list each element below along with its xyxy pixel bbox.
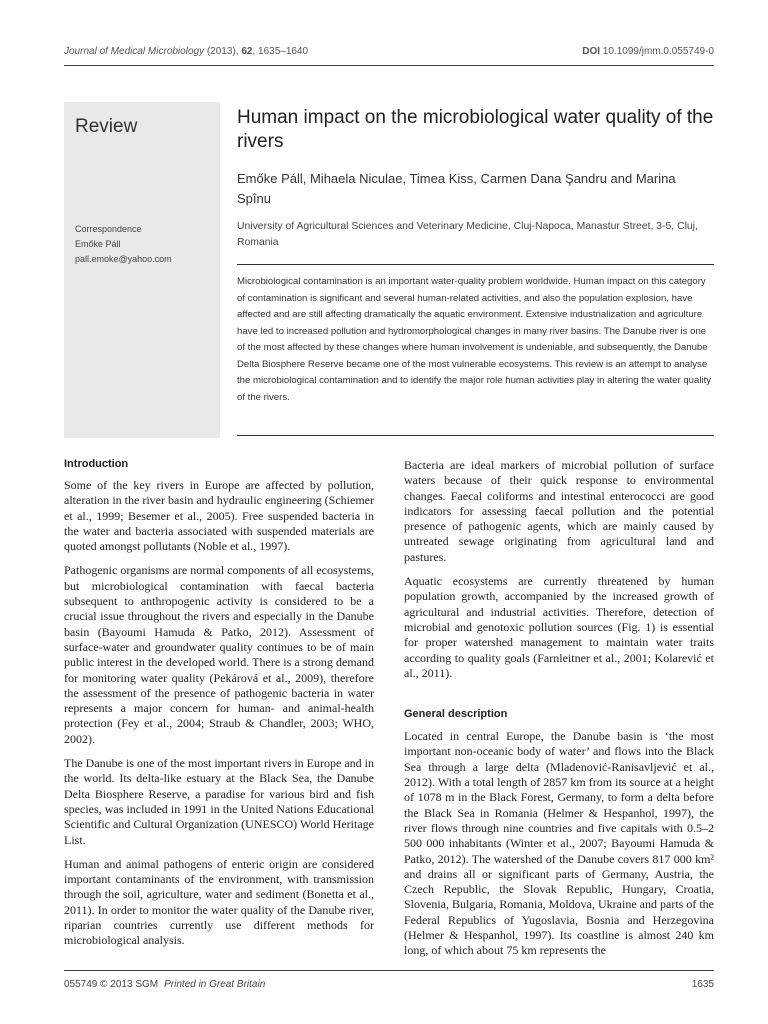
correspondence-name: Emőke Páll — [75, 239, 121, 249]
sidebar-box — [64, 102, 220, 438]
affiliation: University of Agricultural Sciences and Veterinary Medicine, Cluj-Napoca, Manastur Street, 3-5, Cluj, Romania — [237, 221, 698, 248]
abstract-bottom-rule — [237, 435, 714, 436]
paragraph: Pathogenic organisms are normal components of all ecosystems, but microbiological contamination with faecal bacteria subsequent to anthropogenic activity is considered to be a crucial issue throughout the rivers and especially in the Danube basin (Bayoumi Hamuda & Patko, 2012). Assessment of surface-water and groundwater quality continues to be of main public interest in the developed world. There is a strong demand for monitoring water quality (Pekárová et al., 2009), therefore the assessment of the presence of pathogenic bacteria in water represents a major concern for human- and animal-health protection (Fey et al., 2004; Straub & Chandler, 2003; WHO, 2002). — [64, 563, 374, 746]
footer-printed: Printed in Great Britain — [164, 979, 266, 990]
correspondence-label: Correspondence — [75, 224, 142, 234]
footer-code: 055749 © 2013 SGM — [64, 979, 159, 990]
journal-citation — [64, 46, 308, 57]
paragraph: Aquatic ecosystems are currently threatened by human population growth, accompanied by the increased growth of agricultural and industrial activities. Therefore, detection of microbial and genotoxic pollution sources (Fig. 1) is essential for proper watershed management to maintain water traits according to quality goals (Farnleitner et al., 2001; Kolarević et al., 2011). — [404, 574, 714, 680]
footer-rule — [64, 970, 714, 971]
article-title: Human impact on the microbiological water quality of the rivers — [237, 107, 714, 152]
journal-name: Journal of Medical Microbiology — [64, 46, 205, 57]
page-number: 1635 — [691, 979, 714, 990]
article-type: Review — [75, 116, 138, 137]
journal-pages: , 1635–1640 — [252, 46, 309, 57]
correspondence-email[interactable]: pall.emoke@yahoo.com — [75, 254, 172, 264]
doi[interactable] — [582, 46, 714, 57]
abstract-top-rule — [237, 264, 714, 265]
author-list: Emőke Páll, Mihaela Niculae, Timea Kiss, Carmen Dana Şandru and Marina Spînu — [237, 171, 676, 206]
paragraph: The Danube is one of the most important rivers in Europe and in the world. Its delta-like estuary at the Black Sea, the Danube Delta Biosphere Reserve, a paradise for various bird and fish species, was included in 1991 in the United Nations Educational Scientific and Cultural Organization (UNESCO) World Heritage List. — [64, 756, 374, 847]
correspondence — [75, 222, 172, 267]
paragraph: Located in central Europe, the Danube basin is ‘the most important non-oceanic body of water’ and flows into the Black Sea through a large delta (Mladenović-Ranisavljević et al., 2012). With a total length of 2857 km from its source at a height of 1078 m in the Black Forest, Germany, to form a delta before the Black Sea in Romania (Helmer & Hespanhol, 1997), the river flows through nine countries and five capitals with 0.5–2 500 000 inhabitants (Winter et al., 2007; Bayoumi Hamuda & Patko, 2012). The watershed of the Danube covers 817 000 km² and drains all or significant parts of Germany, Austria, the Czech Republic, the Slovak Republic, Hungary, Croatia, Slovenia, Bulgaria, Romania, Moldova, Ukraine and parts of the Federal Republics of Yugoslavia, Bosnia and Herzegovina (Helmer & Hespanhol, 1997). Its coastline is almost 240 km long, of which about 75 km represents the — [404, 729, 714, 958]
footer-left — [64, 979, 265, 990]
section-heading-introduction: Introduction — [64, 458, 129, 470]
doi-label: DOI — [582, 46, 601, 57]
journal-volume: 62 — [241, 46, 253, 57]
paragraph: Human and animal pathogens of enteric origin are considered important contaminants of the environment, with transmission through the soil, agriculture, water and sediment (Bonetta et al., 2011). In order to monitor the water quality of the Danube river, riparian countries currently use different methods for microbiological analysis. — [64, 856, 374, 948]
paragraph: Some of the key rivers in Europe are affected by pollution, alteration in the river basin and hydraulic engineering (Schiemer et al., 1999; Besemer et al., 2005). Free suspended bacteria in the water and bacteria associated with suspended materials are quoted amongst pollutants (Noble et al., 1997). — [64, 478, 374, 554]
section-heading-general-description: General description — [404, 708, 508, 721]
doi-value: 10.1099/jmm.0.055749-0 — [600, 46, 714, 57]
paragraph: Bacteria are ideal markers of microbial pollution of surface waters because of their quick response to environmental changes. Faecal coliforms and intestinal enterococci are good indicators for assessing faecal pollution and the potential presence of pathogenic agents, which are mainly caused by untreated sewage originating from agricultural land and pastures. — [404, 458, 714, 564]
left-column — [64, 458, 374, 949]
header-rule — [64, 65, 714, 66]
journal-year: (2013), — [204, 46, 242, 57]
right-column — [404, 458, 714, 959]
abstract: Microbiological contamination is an important water-quality problem worldwide. Human impact on this category of contamination is significant and several human-related activities, and also the population explosion, have affected and are still affecting dramatically the aquatic environment. Extensive industrialization and agriculture have led to increased pollution and hydromorphological changes in many river basins. The Danube river is one of the most affected by these changes where human involvement is undeniable, and subsequently, the Danube Delta Biosphere Reserve became one of the most vulnerable ecosystems. This review is an attempt to analyse the microbiological contamination and to identify the major role human activities play in altering the water quality of the rivers. — [237, 276, 712, 403]
running-header — [64, 46, 714, 62]
